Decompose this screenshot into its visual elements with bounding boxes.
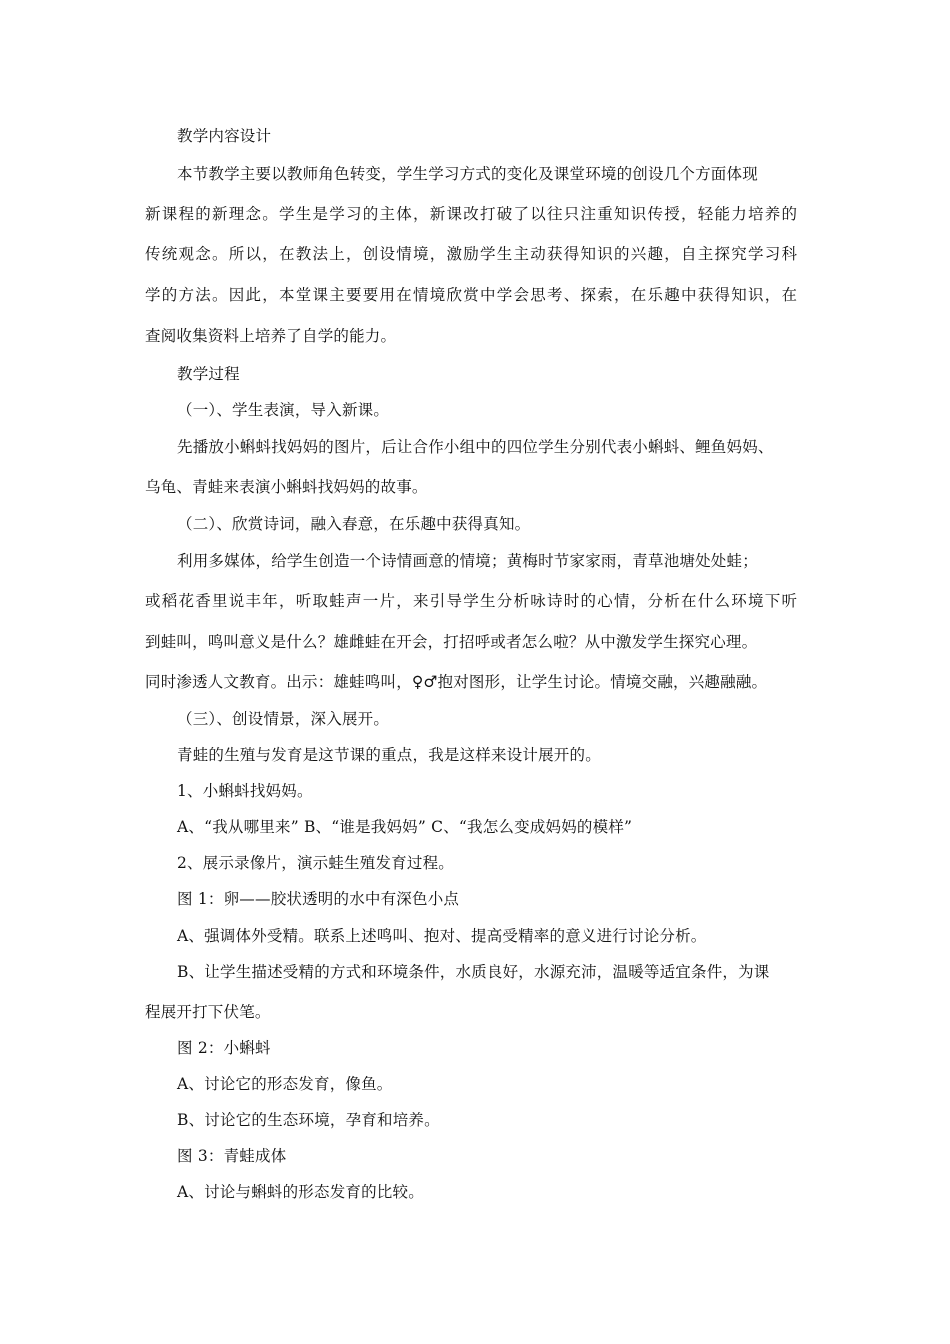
list-item: 2、展示录像片，演示蛙生殖发育过程。 bbox=[177, 854, 454, 872]
list-item: 1、小蝌蚪找妈妈。 bbox=[177, 782, 313, 800]
paragraph-line: 本节教学主要以教师角色转变，学生学习方式的变化及课堂环境的创设几个方面体现 bbox=[177, 165, 758, 183]
subsection-heading-3: （三）、创设情景，深入展开。 bbox=[177, 710, 390, 728]
paragraph-line: 新课程的新理念。学生是学习的主体，新课改打破了以往只注重知识传授，轻能力培养的 bbox=[145, 205, 799, 223]
figure-label: 图 2：小蝌蚪 bbox=[177, 1039, 271, 1057]
paragraph-line: 先播放小蝌蚪找妈妈的图片，后让合作小组中的四位学生分别代表小蝌蚪、鲤鱼妈妈、 bbox=[177, 438, 774, 456]
list-item: B、讨论它的生态环境，孕育和培养。 bbox=[177, 1111, 440, 1129]
list-item: A、讨论与蝌蚪的形态发育的比较。 bbox=[177, 1183, 424, 1201]
paragraph-line: 到蛙叫，鸣叫意义是什么？雄雌蛙在开会，打招呼或者怎么啦？从中激发学生探究心理。 bbox=[145, 633, 758, 651]
paragraph-line: 查阅收集资料上培养了自学的能力。 bbox=[145, 327, 397, 345]
figure-label: 图 3：青蛙成体 bbox=[177, 1147, 287, 1165]
paragraph-line: 程展开打下伏笔。 bbox=[145, 1003, 271, 1021]
section-heading-process: 教学过程 bbox=[177, 365, 240, 383]
paragraph-line: 学的方法。因此，本堂课主要要用在情境欣赏中学会思考、探索，在乐趣中获得知识，在 bbox=[145, 286, 799, 304]
list-item: A、讨论它的形态发育，像鱼。 bbox=[177, 1075, 393, 1093]
subsection-heading-1: （一）、学生表演，导入新课。 bbox=[177, 401, 390, 419]
figure-label: 图 1：卵——胶状透明的水中有深色小点 bbox=[177, 890, 460, 908]
paragraph-line: 传统观念。所以，在教法上，创设情境，激励学生主动获得知识的兴趣，自主探究学习科 bbox=[145, 245, 799, 263]
paragraph-line: 乌龟、青蛙来表演小蝌蚪找妈妈的故事。 bbox=[145, 478, 428, 496]
section-heading-content-design: 教学内容设计 bbox=[177, 127, 272, 145]
list-item: A、“我从哪里来” B、“谁是我妈妈” C、“我怎么变成妈妈的模样” bbox=[177, 818, 633, 836]
paragraph-line: 利用多媒体，给学生创造一个诗情画意的情境；黄梅时节家家雨，青草池塘处处蛙； bbox=[177, 552, 758, 570]
list-item: A、强调体外受精。联系上述鸣叫、抱对、提高受精率的意义进行讨论分析。 bbox=[177, 927, 707, 945]
list-item: B、让学生描述受精的方式和环境条件，水质良好，水源充沛，温暖等适宜条件，为课 bbox=[177, 963, 770, 981]
subsection-heading-2: （二）、欣赏诗词，融入春意，在乐趣中获得真知。 bbox=[177, 515, 531, 533]
paragraph-line: 青蛙的生殖与发育是这节课的重点，我是这样来设计展开的。 bbox=[177, 746, 601, 764]
paragraph-line: 同时渗透人文教育。出示：雄蛙鸣叫，♀♂抱对图形，让学生讨论。情境交融，兴趣融融。 bbox=[145, 673, 768, 691]
paragraph-line: 或稻花香里说丰年，听取蛙声一片，来引导学生分析咏诗时的心情，分析在什么环境下听 bbox=[145, 592, 799, 610]
